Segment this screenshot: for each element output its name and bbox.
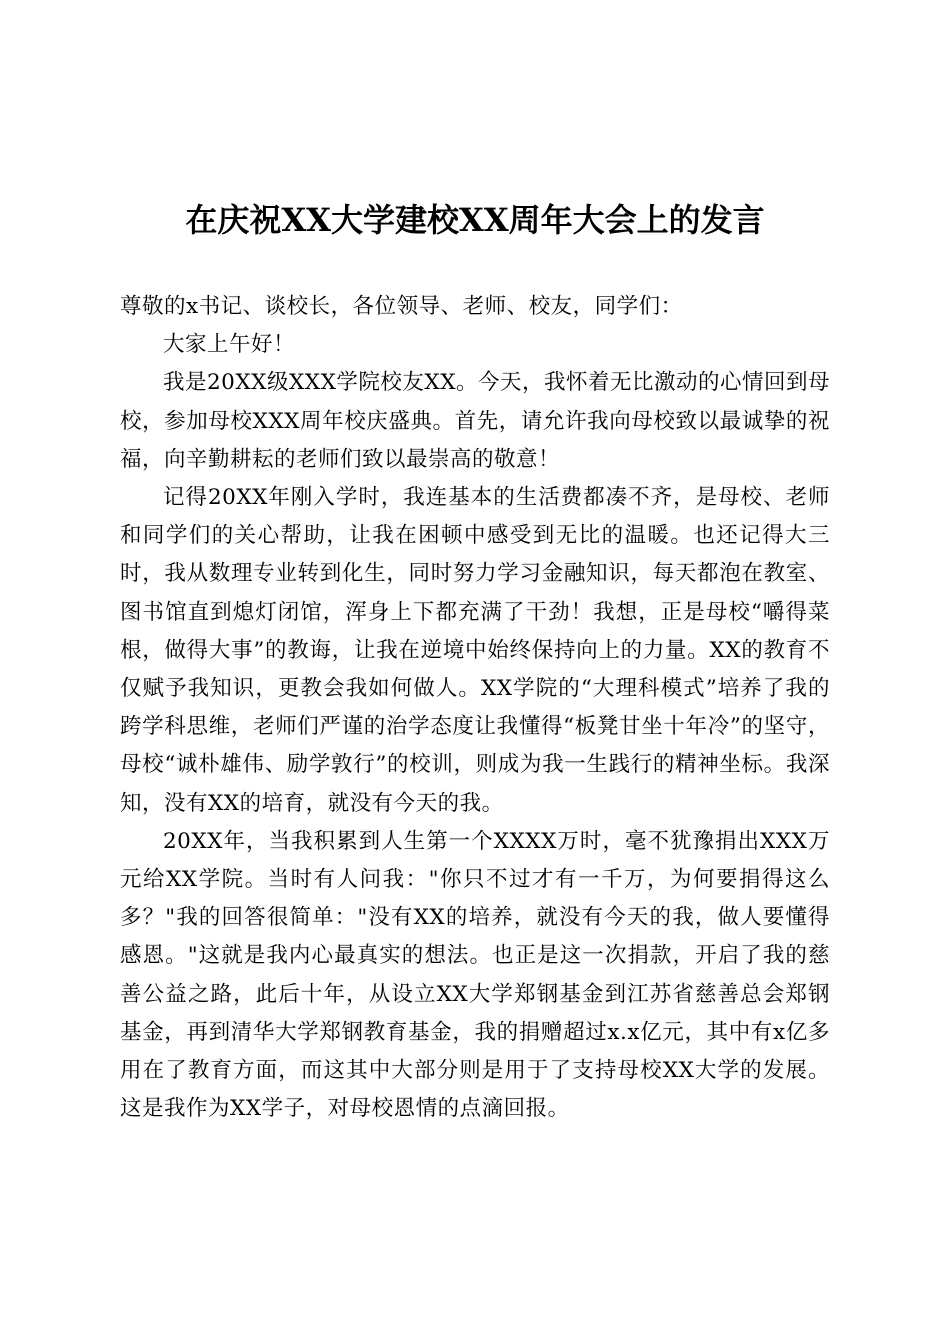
paragraph-greeting: 大家上午好！ — [163, 332, 296, 358]
paragraph-memories: 记得20XX年刚入学时，我连基本的生活费都凑不齐，是母校、老师和同学们的关心帮助，让我在困顿中感受到无比的温暖。也还记得大三时，我从数理专业转到化生，同时努力学习金融知识，每天都泡在教室、图书馆直到熄灯闭馆，浑身上下都充满了干劲！我想，正是母校“嚼得菜根，做得大事”的教诲，让我在逆境中始终保持向上的力量。XX的教育不仅赋予我知识，更教会我如何做人。XX学院的“大理科模式”培养了我的跨学科思维，老师们严谨的治学态度让我懂得“板凳甘坐十年冷”的坚守，母校“诚朴雄伟、励学敦行”的校训，则成为我一生践行的精神坐标。我深知，没有XX的培育，就没有今天的我。 — [120, 485, 830, 816]
paragraph-donation: 20XX年，当我积累到人生第一个XXXX万时，毫不犹豫捐出XXX万元给XX学院。当时有人问我："你只不过才有一千万，为何要捐得这么多？"我的回答很简单："没有XX的培养，就没有今天的我，做人要懂得感恩。"这就是我内心最真实的想法。也正是这一次捐款，开启了我的慈善公益之路，此后十年，从设立XX大学郑钢基金到江苏省慈善总会郑钢基金，再到清华大学郑钢教育基金，我的捐赠超过x.x亿元，其中有x亿多用在了教育方面，而这其中大部分则是用于了支持母校XX大学的发展。这是我作为XX学子，对母校恩情的点滴回报。 — [120, 828, 830, 1122]
salutation: 尊敬的x书记、谈校长，各位领导、老师、校友，同学们： — [120, 294, 683, 319]
document-body — [120, 288, 830, 1128]
document-title: 在庆祝XX大学建校XX周年大会上的发言 — [185, 201, 765, 239]
paragraph-introduction: 我是20XX级XXX学院校友XX。今天，我怀着无比激动的心情回到母校，参加母校XXX周年校庆盛典。首先，请允许我向母校致以最诚挚的祝福，向辛勤耕耘的老师们致以最崇高的敬意！ — [120, 370, 831, 472]
